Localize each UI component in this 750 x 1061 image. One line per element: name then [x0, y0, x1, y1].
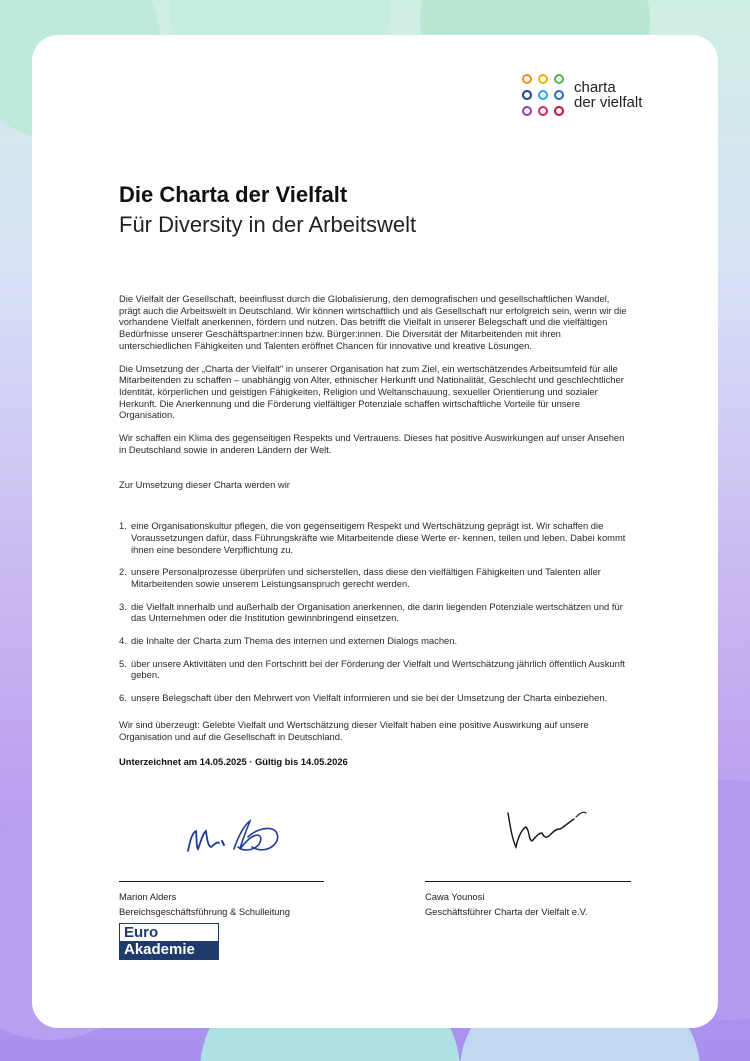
list-item	[119, 635, 633, 647]
logo-line-1: charta	[574, 79, 616, 96]
org-logo-line-1: Euro	[120, 924, 218, 941]
signer-role: Geschäftsführer Charta der Vielfalt e.V.	[425, 906, 588, 917]
document-subtitle: Für Diversity in der Arbeitswelt	[119, 212, 417, 237]
list-item-number: 3.	[119, 600, 127, 612]
signer-left	[119, 889, 290, 919]
list-item-text: unsere Belegschaft über den Mehrwert von Vielfalt informieren und sie bei der Umsetzung der Charta einbeziehen.	[131, 692, 608, 704]
logo-dot	[538, 106, 548, 116]
logo-dot	[538, 74, 548, 84]
logo-dot	[522, 90, 532, 100]
list-item	[119, 601, 633, 624]
list-item-text: über unsere Aktivitäten und den Fortschritt bei der Förderung der Vielfalt und Wertschätzung jährlich öffentlich Auskunft geben.	[131, 657, 626, 681]
logo-dot	[554, 90, 564, 100]
logo-dot	[522, 106, 532, 116]
intro-paragraph: Wir schaffen ein Klima des gegenseitigen Respekts und Vertrauens. Dieses hat positive Auswirkungen auf unser Ansehen in Deutschland sowie in anderen Ländern der Welt.	[119, 432, 625, 455]
list-item-number: 4.	[119, 635, 127, 647]
list-item-number: 1.	[119, 520, 127, 532]
signature-marion-alders	[180, 811, 290, 861]
logo-dot	[554, 74, 564, 84]
signature-cawa-younosi	[500, 801, 590, 861]
commitments-list	[119, 520, 633, 704]
logo-dot	[522, 74, 532, 84]
signing-date: Unterzeichnet am 14.05.2025 · Gültig bis 14.05.2026	[119, 756, 348, 768]
euro-akademie-logo	[119, 923, 219, 960]
charta-logo	[522, 74, 642, 116]
signer-name: Marion Alders	[119, 891, 177, 902]
intro-paragraph: Die Umsetzung der „Charta der Vielfalt" in unserer Organisation hat zum Ziel, ein wertschätzendes Arbeitsumfeld für alle Mitarbeitenden zu schaffen – unabhängig von Alter, ethnischer Herkunft und Nationalität, Geschlecht und geschlechtlicher Identität, körperlichen und geistigen Fähigkeiten, Religion und Weltanschauung, sexueller Orientierung und sozialer Herkunft. Die Anerkennung und die Förderung vielfältiger Potenziale schaffen wirtschaftliche Vorteile für unsere Organisation.	[119, 362, 624, 421]
signer-name: Cawa Younosi	[425, 891, 485, 902]
logo-dot	[554, 106, 564, 116]
commitments-lead: Zur Umsetzung dieser Charta werden wir	[119, 479, 290, 491]
logo-dots	[522, 74, 564, 116]
list-item	[119, 566, 633, 589]
list-item-number: 2.	[119, 566, 127, 578]
signature-line	[425, 881, 631, 882]
intro-paragraph: Die Vielfalt der Gesellschaft, beeinflusst durch die Globalisierung, den demografischen und gesellschaftlichen Wandel, prägt auch die Arbeitswelt in Deutschland. Wir können wirtschaftlich und als Gesellschaft nur erfolgreich sein, wenn wir die vorhandene Vielfalt anerkennen, fördern und nutzen. Das betrifft die Vielfalt in unserer Belegschaft und die vielfältigen Bedürfnisse unserer Geschäftspartner:innen bzw. Bürger:innen. Die Diversität der Mitarbeitenden mit ihren unterschiedlichen Fähigkeiten und Talenten eröffnet Chancen für innovative und kreative Lösungen.	[119, 293, 627, 351]
list-item-text: unsere Personalprozesse überprüfen und sicherstellen, dass diese den vielfältigen Fähigkeiten und Talenten aller Mitarbeitenden sowie unserem Leistungsanspruch gerecht werden.	[131, 566, 601, 589]
logo-wordmark	[574, 80, 642, 110]
org-logo-line-2: Akademie	[120, 941, 218, 959]
list-item-number: 6.	[119, 692, 127, 704]
closing-statement: Wir sind überzeugt: Gelebte Vielfalt und Wertschätzung dieser Vielfalt haben eine positive Auswirkung auf unsere Organisation und auf die Gesellschaft in Deutschland.	[119, 718, 589, 742]
logo-line-2: der vielfalt	[574, 94, 643, 111]
charter-document	[32, 35, 718, 1028]
document-body	[119, 293, 633, 779]
signature-line	[119, 881, 324, 882]
list-item	[119, 520, 633, 555]
logo-dot	[538, 90, 548, 100]
signer-role: Bereichsgeschäftsführung & Schulleitung	[119, 906, 290, 917]
list-item-text: die Vielfalt innerhalb und außerhalb der Organisation anerkennen, die darin liegenden Potenziale wertschätzen und für das Unternehmen oder die Institution gewinnbringend einsetzen.	[131, 600, 623, 624]
list-item	[119, 658, 633, 681]
signer-right	[425, 889, 588, 919]
list-item-number: 5.	[119, 657, 127, 669]
list-item-text: die Inhalte der Charta zum Thema des internen und externen Dialogs machen.	[131, 635, 458, 647]
document-title: Die Charta der Vielfalt	[119, 182, 348, 207]
list-item-text: eine Organisationskultur pflegen, die von gegenseitigem Respekt und Wertschätzung geprägt ist. Wir schaffen die Voraussetzungen dafür, dass Führungskräfte wie Mitarbeitende diese Werte er- kennen, teilen und leben. Dabei kommt ihnen eine besondere Verpflichtung zu.	[131, 520, 626, 555]
list-item	[119, 692, 633, 704]
